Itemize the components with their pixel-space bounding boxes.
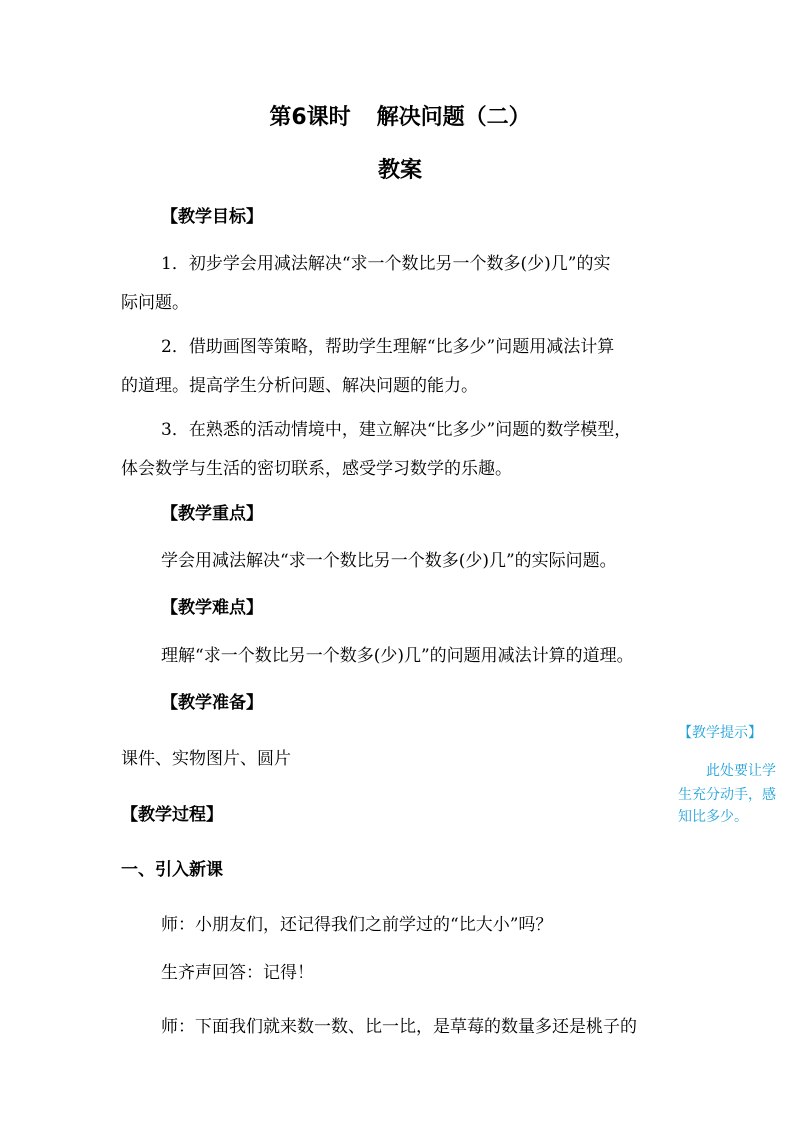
objective-3-line-1: 3．在熟悉的活动情境中，建立解决“比多少”问题的数学模型， <box>161 420 632 440</box>
teaching-tip-line-1: 此处要让学 <box>706 763 776 779</box>
key-points-heading: 【教学重点】 <box>161 504 263 524</box>
dialog-line-2: 生齐声回答：记得！ <box>161 963 314 983</box>
dialog-line-3: 师：下面我们就来数一数、比一比，是草莓的数量多还是桃子的 <box>161 1017 637 1037</box>
teaching-tip-heading: 【教学提示】 <box>678 725 762 741</box>
document-subtitle: 教案 <box>377 158 422 183</box>
teaching-tip-line-3: 知比多少。 <box>678 809 748 825</box>
objectives-heading: 【教学目标】 <box>161 207 263 227</box>
process-heading: 【教学过程】 <box>121 805 223 825</box>
lesson-topic: 解决问题（二） <box>376 105 531 130</box>
objective-2-line-2: 的道理。提高学生分析问题、解决问题的能力。 <box>121 376 478 396</box>
objective-3-line-2: 体会数学与生活的密切联系，感受学习数学的乐趣。 <box>121 459 512 479</box>
objective-1-line-1: 1．初步学会用减法解决“求一个数比另一个数多(少)几”的实 <box>161 254 611 274</box>
dialog-line-1: 师：小朋友们，还记得我们之前学过的“比大小”吗？ <box>161 915 553 935</box>
lesson-title <box>0 103 800 133</box>
key-points-text: 学会用减法解决“求一个数比另一个数多(少)几”的实际问题。 <box>161 551 617 571</box>
preparation-text: 课件、实物图片、圆片 <box>121 749 291 769</box>
difficulties-text: 理解“求一个数比另一个数多(少)几”的问题用减法计算的道理。 <box>161 646 634 666</box>
lesson-number: 第6课时 <box>269 105 351 130</box>
objective-2-line-1: 2．借助画图等策略，帮助学生理解“比多少”问题用减法计算 <box>161 337 615 357</box>
teaching-tip-line-2: 生充分动手，感 <box>678 787 776 803</box>
section-1-heading: 一、引入新课 <box>121 860 223 880</box>
difficulties-heading: 【教学难点】 <box>161 598 263 618</box>
preparation-heading: 【教学准备】 <box>161 693 263 713</box>
objective-1-line-2: 际问题。 <box>121 293 189 313</box>
